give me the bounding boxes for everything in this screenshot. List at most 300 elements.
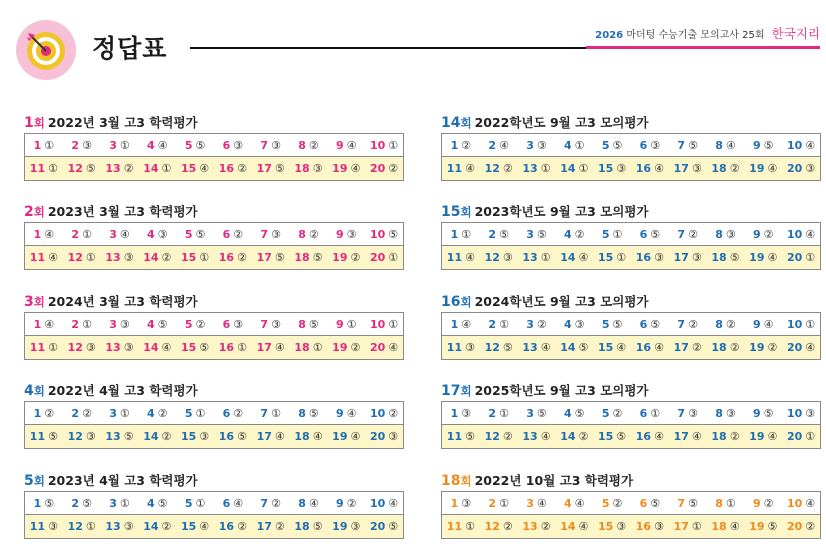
- answer-cell: [744, 520, 782, 533]
- answer-choice: ②: [82, 406, 92, 420]
- question-number: 15: [597, 251, 614, 264]
- question-number: 9: [336, 138, 344, 152]
- answer-cell: [707, 162, 745, 175]
- answer-choice: ②: [461, 138, 472, 152]
- question-number: 7: [260, 317, 269, 331]
- question-number: 1: [450, 496, 459, 510]
- exam-title: [24, 202, 404, 222]
- answer-choice: ⑤: [157, 496, 168, 510]
- answer-choice: ④: [654, 162, 664, 175]
- question-number: 14: [143, 162, 159, 175]
- question-number: 20: [786, 341, 803, 354]
- answer-choice: ②: [805, 520, 816, 533]
- answer-cell: [290, 139, 328, 152]
- answer-cell: [707, 341, 745, 354]
- answer-choice: ①: [388, 251, 399, 264]
- answer-choice: ⑤: [388, 227, 399, 241]
- question-number: 6: [639, 406, 648, 420]
- answer-cell: [138, 341, 176, 354]
- question-number: 11: [446, 162, 463, 175]
- answer-choice: ④: [119, 227, 130, 241]
- question-number: 19: [332, 520, 348, 533]
- answer-choice: ④: [767, 162, 778, 175]
- answer-row: [25, 246, 403, 269]
- answer-choice: ①: [48, 162, 58, 175]
- answer-choice: ⑤: [312, 251, 323, 264]
- answer-choice: ⑤: [274, 251, 285, 264]
- answer-cell: [442, 430, 480, 443]
- answer-cell: [555, 430, 593, 443]
- answer-choice: ②: [612, 496, 623, 510]
- answer-choice: ⑤: [502, 341, 513, 354]
- answer-cell: [593, 251, 631, 264]
- answer-cell: [252, 139, 290, 152]
- answer-choice: ②: [729, 430, 740, 443]
- answer-choice: ②: [157, 406, 168, 420]
- question-number: 2: [488, 406, 497, 420]
- exam-title: [441, 292, 821, 312]
- answer-cell: [25, 162, 63, 175]
- question-number: 17: [256, 162, 272, 175]
- answer-cell: [101, 430, 139, 443]
- question-number: 8: [715, 138, 723, 152]
- answer-choice: ⑤: [729, 251, 740, 264]
- question-number: 3: [526, 496, 534, 510]
- answer-cell: [290, 251, 328, 264]
- exam-label: 2022년 10월 고3 학력평가: [474, 473, 634, 488]
- answer-cell: [101, 341, 139, 354]
- answer-choice: ③: [85, 430, 96, 443]
- question-number: 14: [560, 341, 576, 354]
- answer-choice: ④: [729, 520, 740, 533]
- answer-cell: [707, 430, 745, 443]
- answer-cell: [744, 497, 782, 510]
- answer-choice: ④: [574, 496, 585, 510]
- answer-choice: ⑤: [574, 406, 585, 420]
- answer-cell: [555, 318, 593, 331]
- exam-block: [24, 113, 404, 181]
- answer-cell: [138, 162, 176, 175]
- answer-choice: ④: [805, 227, 816, 241]
- answer-cell: [252, 251, 290, 264]
- exam-block: [441, 292, 821, 360]
- answer-choice: ③: [461, 406, 472, 420]
- question-number: 6: [222, 138, 231, 152]
- question-number: 17: [256, 251, 272, 264]
- answer-choice: ①: [388, 138, 399, 152]
- exam-block: [24, 471, 404, 539]
- answer-cell: [593, 520, 631, 533]
- question-number: 5: [601, 496, 610, 510]
- question-number: 13: [522, 520, 538, 533]
- question-number: 18: [711, 430, 727, 443]
- question-number: 17: [256, 430, 272, 443]
- answer-cell: [63, 497, 101, 510]
- answer-choice: ⑤: [465, 430, 475, 443]
- answer-cell: [707, 251, 745, 264]
- answer-choice: ④: [465, 162, 475, 175]
- answer-cell: [669, 497, 707, 510]
- answer-choice: ⑤: [195, 227, 206, 241]
- question-number: 19: [749, 162, 765, 175]
- answer-choice: ④: [308, 496, 319, 510]
- answer-cell: [744, 341, 782, 354]
- answer-choice: ②: [346, 496, 357, 510]
- answer-cell: [744, 162, 782, 175]
- answer-choice: ⑤: [763, 138, 774, 152]
- header-series: 마더텅 수능기출 모의고사 25회: [626, 30, 765, 41]
- question-number: 6: [222, 317, 231, 331]
- answer-cell: [176, 228, 214, 241]
- answer-cell: [25, 251, 63, 264]
- answer-cell: [214, 407, 252, 420]
- question-number: 4: [147, 317, 155, 331]
- answer-cell: [365, 162, 403, 175]
- question-number: 2: [488, 496, 497, 510]
- answer-choice: ④: [157, 138, 168, 152]
- answer-cell: [518, 341, 556, 354]
- question-number: 14: [143, 430, 159, 443]
- answer-cell: [214, 318, 252, 331]
- answer-choice: ③: [691, 251, 702, 264]
- answer-choice: ③: [388, 430, 399, 443]
- question-number: 10: [369, 317, 386, 331]
- answer-cell: [518, 162, 556, 175]
- exam-number-suffix: 회: [460, 205, 472, 219]
- question-number: 20: [369, 341, 386, 354]
- answer-cell: [518, 228, 556, 241]
- question-number: 9: [753, 138, 761, 152]
- answer-choice: ④: [540, 341, 551, 354]
- answer-cell: [707, 407, 745, 420]
- exam-label: 2023학년도 9월 고3 모의평가: [474, 204, 649, 219]
- answer-choice: ③: [616, 162, 627, 175]
- question-number: 1: [450, 138, 459, 152]
- question-number: 2: [71, 406, 80, 420]
- answer-cell: [290, 407, 328, 420]
- question-number: 6: [222, 406, 231, 420]
- answer-cell: [101, 520, 139, 533]
- question-number: 10: [786, 317, 803, 331]
- answer-choice: ②: [729, 162, 740, 175]
- answer-cell: [327, 497, 365, 510]
- answer-cell: [744, 430, 782, 443]
- question-number: 3: [109, 138, 117, 152]
- question-number: 5: [184, 138, 193, 152]
- answer-cell: [214, 251, 252, 264]
- question-number: 5: [184, 496, 193, 510]
- answer-choice: ⑤: [536, 406, 547, 420]
- answer-choice: ②: [161, 251, 172, 264]
- answer-choice: ①: [85, 520, 96, 533]
- answer-cell: [327, 228, 365, 241]
- question-number: 13: [522, 430, 538, 443]
- answer-cell: [631, 497, 669, 510]
- question-number: 2: [488, 227, 497, 241]
- answer-choice: ③: [654, 251, 664, 264]
- question-number: 5: [601, 317, 610, 331]
- answer-choice: ②: [195, 317, 206, 331]
- answer-cell: [63, 318, 101, 331]
- question-number: 16: [635, 251, 652, 264]
- answer-choice: ①: [312, 341, 323, 354]
- answer-cell: [555, 341, 593, 354]
- answer-cell: [327, 139, 365, 152]
- answer-cell: [63, 228, 101, 241]
- answer-cell: [442, 162, 480, 175]
- question-number: 10: [369, 406, 386, 420]
- answer-row: [442, 492, 820, 515]
- question-number: 5: [184, 317, 193, 331]
- question-number: 2: [488, 317, 497, 331]
- answer-cell: [101, 228, 139, 241]
- answer-choice: ①: [237, 341, 247, 354]
- answer-choice: ②: [237, 520, 247, 533]
- answer-choice: ③: [233, 317, 244, 331]
- answer-cell: [63, 430, 101, 443]
- answer-cell: [252, 520, 290, 533]
- question-number: 20: [369, 520, 386, 533]
- answer-cell: [63, 139, 101, 152]
- answer-cell: [327, 341, 365, 354]
- question-number: 8: [715, 406, 723, 420]
- answer-cell: [555, 520, 593, 533]
- answer-choice: ④: [499, 138, 509, 152]
- answer-choice: ⑤: [123, 430, 134, 443]
- answer-cell: [782, 162, 820, 175]
- question-number: 2: [71, 317, 80, 331]
- answer-choice: ②: [308, 227, 319, 241]
- answer-choice: ⑤: [688, 496, 698, 510]
- answer-cell: [214, 497, 252, 510]
- answer-cell: [707, 497, 745, 510]
- question-number: 1: [33, 496, 42, 510]
- answer-choice: ②: [536, 317, 547, 331]
- answer-choice: ①: [199, 251, 210, 264]
- answer-cell: [744, 251, 782, 264]
- question-number: 15: [597, 520, 614, 533]
- answer-cell: [365, 341, 403, 354]
- answer-cell: [25, 318, 63, 331]
- answer-choice: ①: [499, 317, 509, 331]
- answer-choice: ⑤: [85, 162, 96, 175]
- answer-choice: ①: [465, 520, 475, 533]
- answer-table: [24, 491, 404, 539]
- answer-choice: ④: [350, 162, 361, 175]
- exam-label: 2023년 4월 고3 학력평가: [47, 473, 198, 488]
- answer-choice: ①: [650, 406, 661, 420]
- answer-choice: ②: [729, 341, 740, 354]
- answer-cell: [631, 407, 669, 420]
- question-number: 9: [336, 406, 344, 420]
- answer-cell: [290, 341, 328, 354]
- question-number: 14: [560, 162, 576, 175]
- answer-cell: [252, 228, 290, 241]
- question-number: 3: [109, 227, 117, 241]
- question-number: 6: [222, 227, 231, 241]
- answer-row: [25, 515, 403, 538]
- answer-cell: [290, 497, 328, 510]
- answer-choice: ③: [805, 406, 816, 420]
- question-number: 15: [597, 430, 614, 443]
- answer-cell: [744, 318, 782, 331]
- question-number: 2: [71, 496, 80, 510]
- answer-choice: ④: [388, 341, 399, 354]
- answer-cell: [593, 139, 631, 152]
- answer-cell: [631, 162, 669, 175]
- question-number: 15: [180, 162, 197, 175]
- answer-choice: ③: [691, 162, 702, 175]
- header-info: [590, 24, 820, 46]
- answer-choice: ③: [123, 341, 134, 354]
- answer-choice: ③: [654, 520, 664, 533]
- answer-cell: [214, 341, 252, 354]
- answer-cell: [101, 162, 139, 175]
- exam-title: [24, 381, 404, 401]
- answer-choice: ⑤: [308, 406, 319, 420]
- answer-choice: ①: [574, 138, 585, 152]
- question-number: 12: [67, 162, 83, 175]
- answer-choice: ⑤: [650, 496, 661, 510]
- answer-choice: ②: [237, 162, 247, 175]
- answer-choice: ①: [85, 251, 96, 264]
- exam-number: 3: [24, 294, 34, 310]
- question-number: 9: [753, 496, 761, 510]
- answer-choice: ④: [536, 496, 547, 510]
- question-number: 11: [29, 162, 46, 175]
- question-number: 12: [484, 341, 500, 354]
- question-number: 9: [336, 317, 344, 331]
- exam-number: 5: [24, 473, 34, 489]
- question-number: 7: [677, 496, 686, 510]
- answer-cell: [782, 139, 820, 152]
- answer-choice: ③: [346, 227, 357, 241]
- answer-cell: [518, 251, 556, 264]
- answer-choice: ①: [461, 227, 472, 241]
- answer-cell: [707, 139, 745, 152]
- answer-choice: ②: [763, 496, 774, 510]
- answer-cell: [327, 520, 365, 533]
- answer-cell: [176, 430, 214, 443]
- answer-choice: ②: [763, 227, 774, 241]
- answer-cell: [290, 228, 328, 241]
- answer-cell: [631, 520, 669, 533]
- question-number: 1: [450, 406, 459, 420]
- answer-cell: [176, 407, 214, 420]
- question-number: 5: [601, 406, 610, 420]
- answer-choice: ②: [578, 430, 589, 443]
- answer-cell: [593, 228, 631, 241]
- answer-table: [24, 133, 404, 181]
- answer-cell: [744, 139, 782, 152]
- answer-choice: ②: [388, 406, 399, 420]
- question-number: 7: [260, 496, 269, 510]
- answer-choice: ⑤: [195, 138, 206, 152]
- answer-cell: [290, 430, 328, 443]
- answer-cell: [138, 251, 176, 264]
- question-number: 20: [369, 430, 386, 443]
- answer-choice: ④: [346, 138, 357, 152]
- answer-cell: [365, 407, 403, 420]
- answer-choice: ①: [195, 496, 206, 510]
- answer-cell: [480, 251, 518, 264]
- answer-choice: ④: [44, 227, 55, 241]
- question-number: 4: [147, 496, 155, 510]
- question-number: 12: [484, 251, 500, 264]
- answer-choice: ③: [574, 317, 585, 331]
- answer-choice: ②: [274, 520, 285, 533]
- answer-choice: ④: [805, 496, 816, 510]
- question-number: 5: [601, 227, 610, 241]
- answer-choice: ④: [199, 520, 210, 533]
- answer-cell: [176, 520, 214, 533]
- answer-choice: ③: [48, 520, 58, 533]
- answer-cell: [176, 162, 214, 175]
- answer-cell: [631, 318, 669, 331]
- answer-cell: [669, 162, 707, 175]
- header-underline: [586, 46, 820, 49]
- answer-choice: ④: [274, 341, 285, 354]
- exam-label: 2024년 3월 고3 학력평가: [47, 294, 198, 309]
- question-number: 10: [786, 227, 803, 241]
- question-number: 4: [564, 138, 572, 152]
- exam-title: [441, 202, 821, 222]
- question-number: 10: [369, 496, 386, 510]
- exam-label: 2025학년도 9월 고3 모의평가: [474, 383, 649, 398]
- answer-cell: [214, 139, 252, 152]
- answer-row: [25, 492, 403, 515]
- answer-cell: [669, 318, 707, 331]
- question-number: 6: [639, 496, 648, 510]
- question-number: 17: [256, 520, 272, 533]
- question-number: 1: [450, 227, 459, 241]
- exam-number: 16: [441, 294, 461, 310]
- question-number: 15: [597, 341, 614, 354]
- answer-cell: [176, 251, 214, 264]
- answer-choice: ⑤: [536, 227, 547, 241]
- answer-cell: [365, 430, 403, 443]
- question-number: 16: [218, 341, 235, 354]
- answer-choice: ⑤: [48, 430, 58, 443]
- answer-choice: ②: [767, 341, 778, 354]
- answer-row: [25, 336, 403, 359]
- exam-number: 18: [441, 473, 461, 489]
- answer-choice: ④: [199, 162, 210, 175]
- answer-choice: ③: [616, 520, 627, 533]
- answer-cell: [442, 520, 480, 533]
- question-number: 10: [786, 138, 803, 152]
- answer-choice: ③: [688, 406, 698, 420]
- question-number: 17: [673, 430, 689, 443]
- answer-choice: ①: [612, 227, 623, 241]
- answer-cell: [442, 318, 480, 331]
- answer-cell: [480, 162, 518, 175]
- exam-title: [24, 113, 404, 133]
- answer-cell: [782, 228, 820, 241]
- answer-cell: [707, 318, 745, 331]
- answer-row: [25, 134, 403, 157]
- question-number: 1: [33, 227, 42, 241]
- answer-choice: ②: [123, 162, 134, 175]
- answer-choice: ①: [44, 138, 55, 152]
- question-number: 15: [180, 430, 197, 443]
- answer-choice: ②: [350, 251, 361, 264]
- answer-choice: ⑤: [308, 317, 319, 331]
- question-number: 9: [753, 317, 761, 331]
- answer-choice: ④: [767, 430, 778, 443]
- answer-choice: ④: [312, 430, 323, 443]
- answer-cell: [782, 341, 820, 354]
